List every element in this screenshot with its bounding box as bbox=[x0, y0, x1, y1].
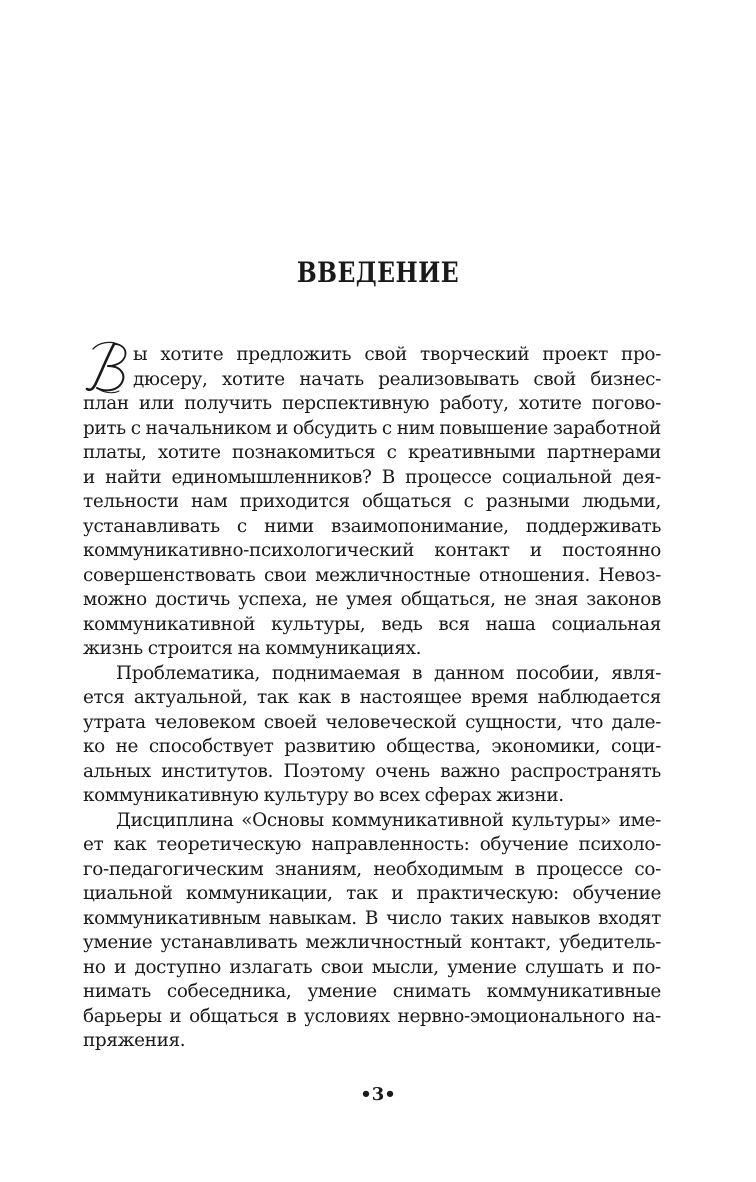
text-line: умение устанавливать межличностный контакт, убедитель- bbox=[83, 932, 661, 953]
text-line: дюсеру, хотите начать реализовывать свой бизнес- bbox=[133, 368, 661, 390]
text-line: жизнь строится на коммуникациях. bbox=[83, 638, 422, 659]
text-line: ет как теоретическую направленность: обучение психоло- bbox=[83, 834, 661, 855]
text-line: Дисциплина «Основы коммуникативной культуры» име- bbox=[116, 809, 661, 831]
text-line: ко не способствует развитию общества, экономики, соци- bbox=[83, 736, 661, 757]
chapter-title: ВВЕДЕНИЕ bbox=[296, 256, 460, 289]
text-line: платы, хотите познакомиться с креативными партнерами bbox=[83, 442, 661, 463]
text-line: пряжения. bbox=[83, 1030, 186, 1051]
body-text bbox=[83, 343, 661, 1054]
text-line: коммуникативной культуры, ведь вся наша социальная bbox=[83, 613, 661, 635]
text-line: утрата человеком своей человеческой сущности, что дале- bbox=[83, 711, 661, 733]
text-line: барьеры и общаться в условиях нервно-эмоционального на- bbox=[83, 1005, 661, 1027]
text-line: нимать собеседника, умение снимать коммуникативные bbox=[83, 981, 661, 1002]
text-line: совершенствовать свои межличностные отношения. Невоз- bbox=[83, 564, 661, 586]
text-line: ы хотите предложить свой творческий проект про- bbox=[133, 344, 661, 365]
text-line: Проблематика, поднимаемая в данном пособии, явля- bbox=[116, 662, 661, 684]
text-line: но и доступно излагать свои мысли, умение слушать и по- bbox=[83, 956, 661, 978]
page-number: •3• bbox=[360, 1084, 396, 1105]
text-line: план или получить перспективную работу, хотите погово- bbox=[83, 393, 661, 414]
text-line: коммуникативным навыкам. В число таких навыков входят bbox=[83, 907, 661, 929]
text-line: рить с начальником и обсудить с ним повышение заработной bbox=[83, 417, 661, 439]
text-line: коммуникативную культуру во всех сферах жизни. bbox=[83, 785, 564, 806]
text-line: альных институтов. Поэтому очень важно распространять bbox=[83, 760, 661, 782]
text-line: и найти единомышленников? В процессе социальной дея- bbox=[83, 466, 661, 488]
text-line: го-педагогическим знаниям, необходимым в процессе со- bbox=[83, 858, 661, 880]
text-line: циальной коммуникации, так и практическую: обучение bbox=[83, 883, 661, 904]
text-line: тельности нам приходится общаться с разными людьми, bbox=[83, 491, 661, 512]
text-line: ется актуальной, так как в настоящее время наблюдается bbox=[83, 687, 661, 708]
text-line: устанавливать с ними взаимопонимание, поддерживать bbox=[83, 515, 661, 537]
text-line: можно достичь успеха, не умея общаться, не зная законов bbox=[83, 589, 661, 610]
text-line: коммуникативно-психологический контакт и постоянно bbox=[83, 540, 661, 561]
